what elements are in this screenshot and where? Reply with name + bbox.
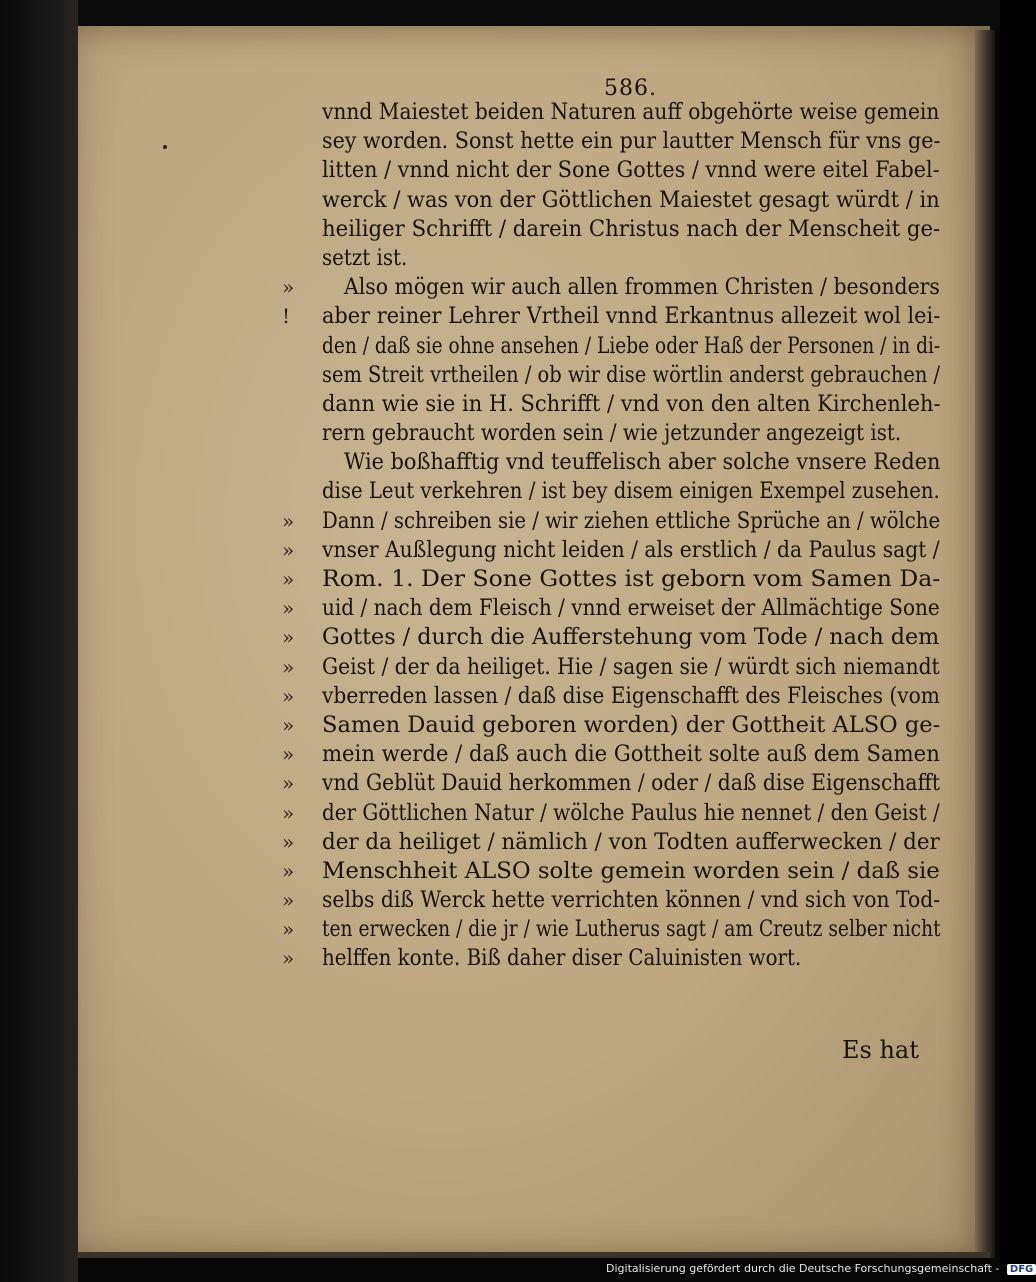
line-text: dise Leut verkehren / ist bey disem einigen Exempel zusehen.: [322, 479, 940, 505]
quote-marker: »: [282, 537, 295, 562]
line-text: helffen konte. Biß daher diser Caluinisten wort.: [322, 946, 802, 972]
text-line: [282, 448, 942, 477]
quote-marker: »: [282, 946, 295, 971]
footer-text: Digitalisierung gefördert durch die Deutsche Forschungsgemeinschaft -: [606, 1262, 1000, 1275]
text-line: [282, 390, 942, 419]
page-bottom-edge: [78, 1252, 990, 1258]
line-text: der Göttlichen Natur / wölche Paulus hie nennet / den Geist /: [322, 800, 940, 826]
quote-marker: »: [282, 800, 295, 825]
line-text: vnser Außlegung nicht leiden / als erstlich / da Paulus sagt /: [322, 537, 940, 563]
line-text: litten / vnnd nicht der Sone Gottes / vnnd were eitel Fabel-: [322, 158, 940, 184]
catchword: Es hat: [842, 1036, 919, 1064]
text-line: [282, 653, 942, 682]
line-text: den / daß sie ohne ansehen / Liebe oder Haß der Personen / in di-: [322, 333, 941, 359]
text-line: [282, 857, 942, 886]
text-line: [282, 711, 942, 740]
text-line: [282, 828, 942, 857]
line-text: Rom. 1. Der Sone Gottes ist geborn vom Samen Da-: [322, 567, 941, 592]
line-text: aber reiner Lehrer Vrtheil vnnd Erkantnus allezeit wol lei-: [322, 304, 941, 330]
text-line: [282, 273, 942, 302]
page-gutter-edge: [975, 30, 995, 1258]
text-line: [282, 302, 942, 331]
line-text: dann wie sie in H. Schrifft / vnd von den alten Kirchenleh-: [322, 391, 941, 417]
quote-marker: »: [282, 625, 295, 650]
quote-marker: »: [282, 917, 295, 942]
line-text: vberreden lassen / daß dise Eigenschafft des Fleisches (vom: [322, 683, 940, 709]
line-text: Also mögen wir auch allen frommen Christen / besonders: [344, 275, 940, 301]
text-line: [282, 332, 942, 361]
line-text: Samen Dauid geboren worden) der Gottheit ALSO ge-: [322, 712, 941, 738]
page-number: 586.: [604, 76, 657, 101]
line-text: heiliger Schrifft / darein Christus nach der Menscheit ge-: [322, 216, 941, 242]
line-text: selbs diß Werck hette verrichten können / vnd sich von Tod-: [322, 888, 941, 914]
text-line: [282, 98, 942, 127]
text-line: [282, 361, 942, 390]
quote-marker: »: [282, 654, 295, 679]
quote-marker: »: [282, 771, 295, 796]
quote-marker: »: [282, 567, 295, 591]
line-text: vnd Geblüt Dauid herkommen / oder / daß dise Eigenschafft: [322, 771, 941, 797]
text-line: [282, 915, 942, 944]
text-line: [282, 623, 942, 652]
quote-marker: »: [282, 742, 295, 767]
line-text: sey worden. Sonst hette ein pur lautter Mensch für vns ge-: [322, 129, 941, 155]
margin-dot: [163, 145, 167, 149]
text-line: [282, 419, 942, 448]
text-line: [282, 536, 942, 565]
text-line: [282, 186, 942, 215]
line-text: rern gebraucht worden sein / wie jetzunder angezeigt ist.: [322, 421, 902, 447]
line-text: mein werde / daß auch die Gottheit solte auß dem Samen: [322, 742, 940, 768]
line-text: Geist / der da heiliget. Hie / sagen sie / würdt sich niemandt: [322, 654, 940, 680]
line-text: uid / nach dem Fleisch / vnnd erweiset der Allmächtige Sone: [322, 596, 940, 622]
scan-board-top: [0, 0, 1000, 28]
quote-marker: »: [282, 888, 295, 913]
text-line: [282, 565, 942, 594]
text-line: [282, 799, 942, 828]
line-text: Dann / schreiben sie / wir ziehen ettliche Sprüche an / wölche: [322, 508, 941, 534]
line-text: Wie boßhafftig vnd teuffelisch aber solche vnsere Reden: [344, 450, 941, 476]
quote-marker: »: [282, 508, 295, 533]
quote-marker: »: [282, 712, 295, 737]
text-line: [282, 156, 942, 185]
text-line: [282, 215, 942, 244]
text-line: [282, 507, 942, 536]
quote-marker: »: [282, 858, 295, 883]
quote-marker: !: [282, 304, 291, 329]
text-body: [282, 98, 942, 974]
dfg-logo: DFG: [1007, 1264, 1036, 1275]
line-text: ten erwecken / die jr / wie Lutherus sagt / am Creutz selber nicht: [322, 917, 941, 943]
quote-marker: »: [282, 829, 295, 854]
text-line: [282, 886, 942, 915]
text-line: [282, 944, 942, 973]
text-line: [282, 477, 942, 506]
quote-marker: »: [282, 683, 295, 708]
line-text: werck / was von der Göttlichen Maiestet gesagt würdt / in: [322, 187, 940, 213]
quote-marker: »: [282, 596, 295, 621]
scan-board-left: [0, 0, 78, 1282]
text-line: [282, 769, 942, 798]
line-text: Menschheit ALSO solte gemein worden sein / daß sie: [322, 858, 940, 884]
line-text: sem Streit vrtheilen / ob wir dise wörtlin anderst gebrauchen /: [322, 362, 941, 388]
line-text: der da heiliget / nämlich / von Todten aufferwecken / der: [322, 829, 940, 855]
line-text: Gottes / durch die Aufferstehung vom Tode / nach dem: [322, 625, 940, 651]
funding-footer: [606, 1262, 1036, 1275]
text-line: [282, 594, 942, 623]
text-line: [282, 682, 942, 711]
line-text: vnnd Maiestet beiden Naturen auff obgehörte weise gemein: [322, 100, 940, 125]
text-line: [282, 740, 942, 769]
text-line: [282, 127, 942, 156]
quote-marker: »: [282, 275, 295, 300]
line-text: setzt ist.: [322, 245, 408, 271]
text-line: [282, 244, 942, 273]
